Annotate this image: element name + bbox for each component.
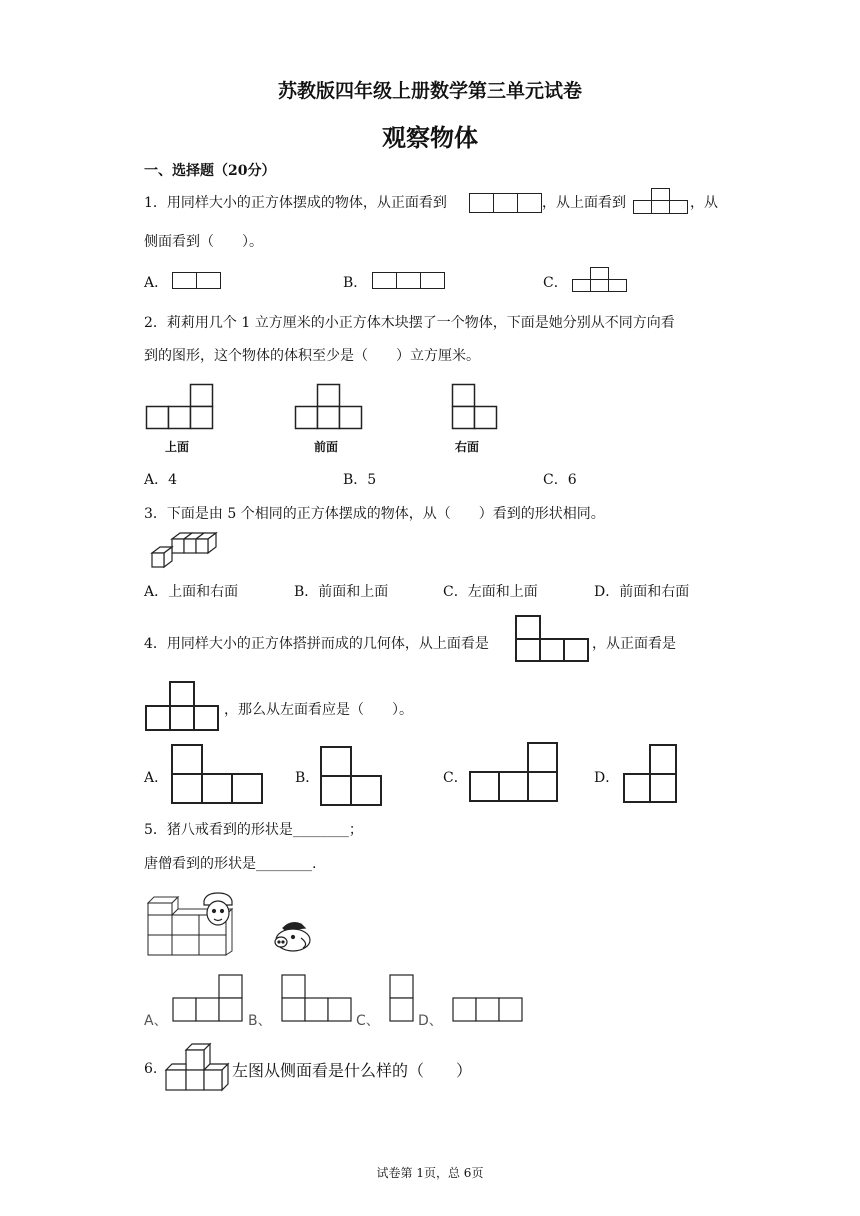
q2-top-view-figure: [146, 384, 214, 430]
q5-option-c-figure[interactable]: [389, 974, 415, 1022]
q2-option-c[interactable]: C．6: [543, 472, 577, 488]
q6-number: 6.: [144, 1061, 158, 1077]
q3-option-d[interactable]: D．前面和右面: [594, 584, 690, 600]
q1-top-view-figure: [633, 188, 689, 214]
q5-option-d-label: D、: [418, 1013, 443, 1029]
q4-option-c-label: C．: [443, 770, 468, 786]
q2-top-caption: 上面: [165, 440, 190, 454]
exam-subtitle: 观察物体: [382, 124, 478, 152]
q1-option-a-figure[interactable]: [172, 272, 222, 290]
q4-option-a-label: A．: [144, 770, 169, 786]
q4-option-b-label: B．: [295, 770, 320, 786]
page-footer: 试卷第 1页，总 6页: [376, 1166, 484, 1180]
q6-cube-figure: [164, 1042, 232, 1092]
q2-option-b[interactable]: B．5: [343, 472, 377, 488]
q5-option-a-figure[interactable]: [172, 974, 244, 1022]
zhu-bajie-face-icon: [271, 918, 315, 954]
q1-option-b-figure[interactable]: [372, 272, 446, 290]
q5-option-d-figure[interactable]: [452, 997, 524, 1023]
exam-title: 苏教版四年级上册数学第三单元试卷: [277, 80, 582, 102]
q4-option-d-figure[interactable]: [623, 744, 679, 804]
q2-front-caption: 前面: [314, 440, 339, 454]
q2-option-a[interactable]: A．4: [144, 472, 178, 488]
q4-option-a-figure[interactable]: [171, 744, 265, 804]
q5-text-line2: 唐僧看到的形状是________.: [144, 856, 317, 872]
q1-text-line2: 侧面看到（ ）。: [144, 234, 263, 250]
q5-option-c-label: C、: [356, 1013, 380, 1029]
q5-option-a-label: A、: [144, 1013, 168, 1029]
q3-cube-figure: [150, 531, 220, 569]
q4-option-d-label: D．: [594, 770, 620, 786]
q4-top-view-figure: [515, 615, 591, 663]
q4-option-b-figure[interactable]: [320, 746, 384, 806]
q3-option-c[interactable]: C．左面和上面: [443, 584, 538, 600]
q1-text-a: 1．用同样大小的正方体摆成的物体，从正面看到: [144, 195, 447, 211]
q5-option-b-figure[interactable]: [281, 974, 353, 1022]
q2-right-view-figure: [452, 384, 498, 430]
q2-front-view-figure: [295, 384, 363, 430]
q2-text-line2: 到的图形，这个物体的体积至少是（ ）立方厘米。: [144, 348, 480, 364]
q6-text: 左图从侧面看是什么样的（ ）: [232, 1061, 473, 1080]
q3-option-b[interactable]: B．前面和上面: [294, 584, 389, 600]
q4-text-line2: ，那么从左面看应是（ ）。: [224, 702, 413, 718]
q1-option-c-figure[interactable]: [572, 267, 628, 293]
q4-front-view-figure: [145, 681, 221, 731]
q1-text-b: ，从上面看到: [542, 195, 626, 211]
q1-option-a-label: A．: [144, 275, 169, 291]
q1-text-c: ，从: [690, 195, 718, 211]
tang-seng-face-icon: [198, 891, 238, 927]
q5-text-line1: 5．猪八戒看到的形状是________；: [144, 822, 363, 838]
q3-option-a[interactable]: A．上面和右面: [144, 584, 239, 600]
q5-option-b-label: B、: [248, 1013, 272, 1029]
q2-text-line1: 2．莉莉用几个 1 立方厘米的小正方体木块摆了一个物体，下面是她分别从不同方向看: [144, 315, 675, 331]
q1-option-c-label: C．: [543, 275, 568, 291]
q4-text-b: ，从正面看是: [592, 636, 676, 652]
q3-text: 3．下面是由 5 个相同的正方体摆成的物体，从（ ）看到的形状相同。: [144, 506, 605, 522]
q1-front-view-figure: [469, 192, 544, 214]
q2-right-caption: 右面: [455, 440, 480, 454]
q4-text-a: 4．用同样大小的正方体搭拼而成的几何体，从上面看是: [144, 636, 489, 652]
q1-option-b-label: B．: [343, 275, 368, 291]
q4-option-c-figure[interactable]: [469, 742, 561, 802]
section-heading: 一、选择题（20分）: [144, 163, 276, 179]
